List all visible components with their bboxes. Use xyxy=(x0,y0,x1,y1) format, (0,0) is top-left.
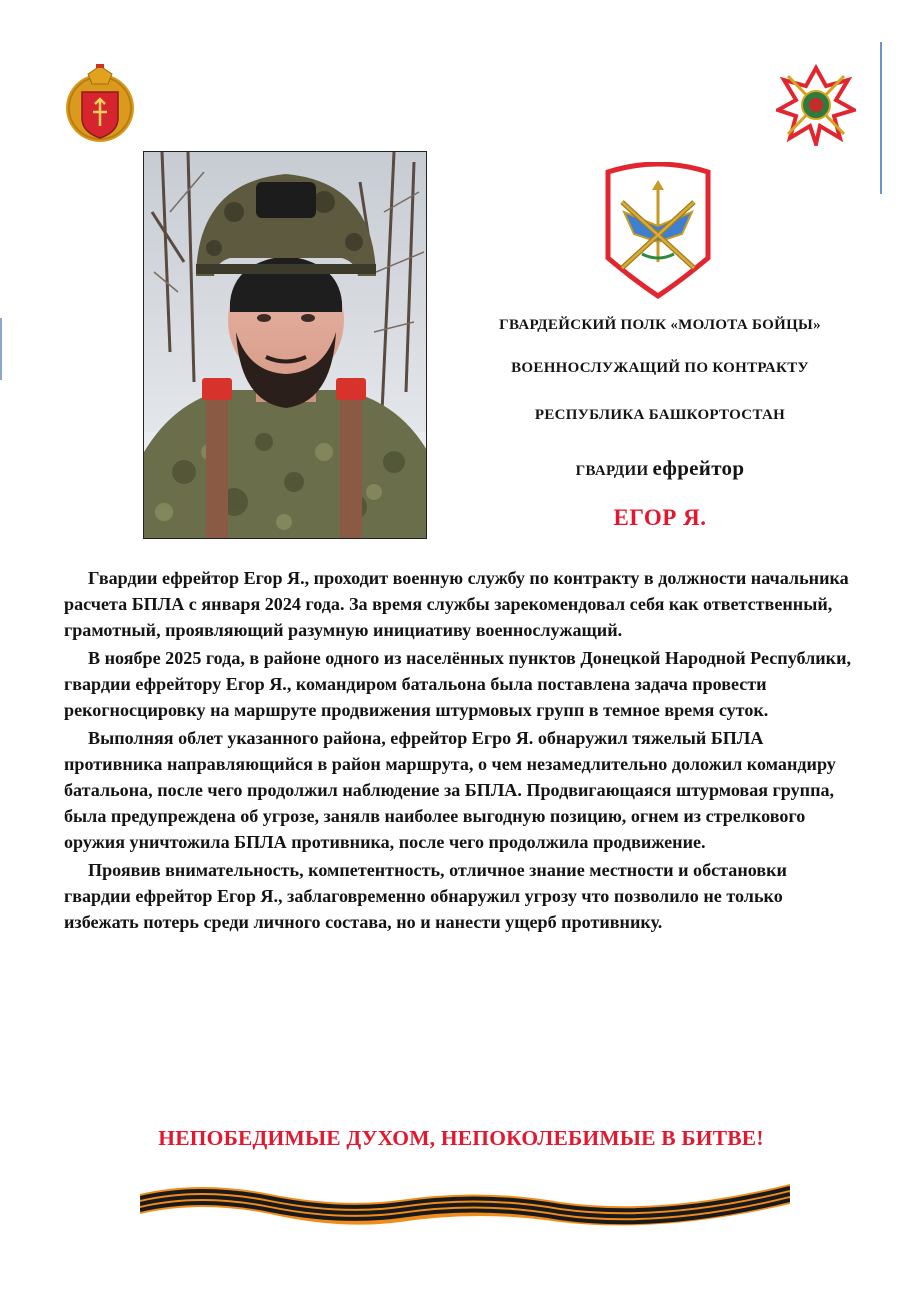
contract-line: ВОЕННОСЛУЖАЩИЙ ПО КОНТРАКТУ xyxy=(511,360,809,376)
cross-order-emblem-icon xyxy=(776,64,856,146)
scan-edge-right xyxy=(880,42,882,194)
soldier-name: ЕГОР Я. xyxy=(613,505,707,530)
scan-edge-left xyxy=(0,318,2,380)
rank-word: ефрейтор xyxy=(652,456,745,480)
rank-prefix: ГВАРДИИ xyxy=(575,463,649,479)
paragraph-1: Гвардии ефрейтор Егор Я., проходит военную службу по контракту в должности начальника расчета БПЛА с января 2024 года. За время службы зарекомендовал себя как ответственный, грамотный, проявляющий разумную инициативу военнослужащий. xyxy=(64,568,849,640)
paragraph-2: В ноябре 2025 года, в районе одного из населённых пунктов Донецкой Народной Республики, гвардии ефрейтору Егор Я., командиром батальона была поставлена задача провести рекогносцировку на маршруте продвижения штурмовых групп в темное время суток. xyxy=(64,648,852,720)
regiment-title: ГВАРДЕЙСКИЙ ПОЛК «МОЛОТА БОЙЦЫ» xyxy=(499,317,821,333)
motto: НЕПОБЕДИМЫЕ ДУХОМ, НЕПОКОЛЕБИМЫЕ В БИТВЕ! xyxy=(158,1126,764,1150)
citation-body xyxy=(64,565,854,937)
paragraph-3: Выполняя облет указанного района, ефрейтор Егро Я. обнаружил тяжелый БПЛА противника направляющийся в район маршрута, о чем незамедлительно доложил командиру батальона, после чего продолжил наблюдение за БПЛА. Продвигающаяся штурмовая группа, была предупреждена об угрозе, занялв наиболее выгодную позицию, огнем из стрелкового оружия уничтожила БПЛА противника, после чего продолжила продвижение. xyxy=(64,728,836,852)
unit-shield-emblem-icon xyxy=(602,162,714,300)
soldier-portrait-photo xyxy=(143,151,427,539)
soldier-portrait-icon xyxy=(144,152,427,539)
st-george-ribbon-icon xyxy=(140,1174,790,1230)
rank-line xyxy=(440,456,880,481)
paragraph-4: Проявив внимательность, компетентность, отличное знание местности и обстановки гвардии ефрейтор Егор Я., заблаговременно обнаружил угрозу что позволило не только избежать потерь среди личного состава, но и нанести ущерб противнику. xyxy=(64,860,787,932)
military-district-emblem-icon xyxy=(62,62,138,146)
republic-line: РЕСПУБЛИКА БАШКОРТОСТАН xyxy=(534,407,786,423)
